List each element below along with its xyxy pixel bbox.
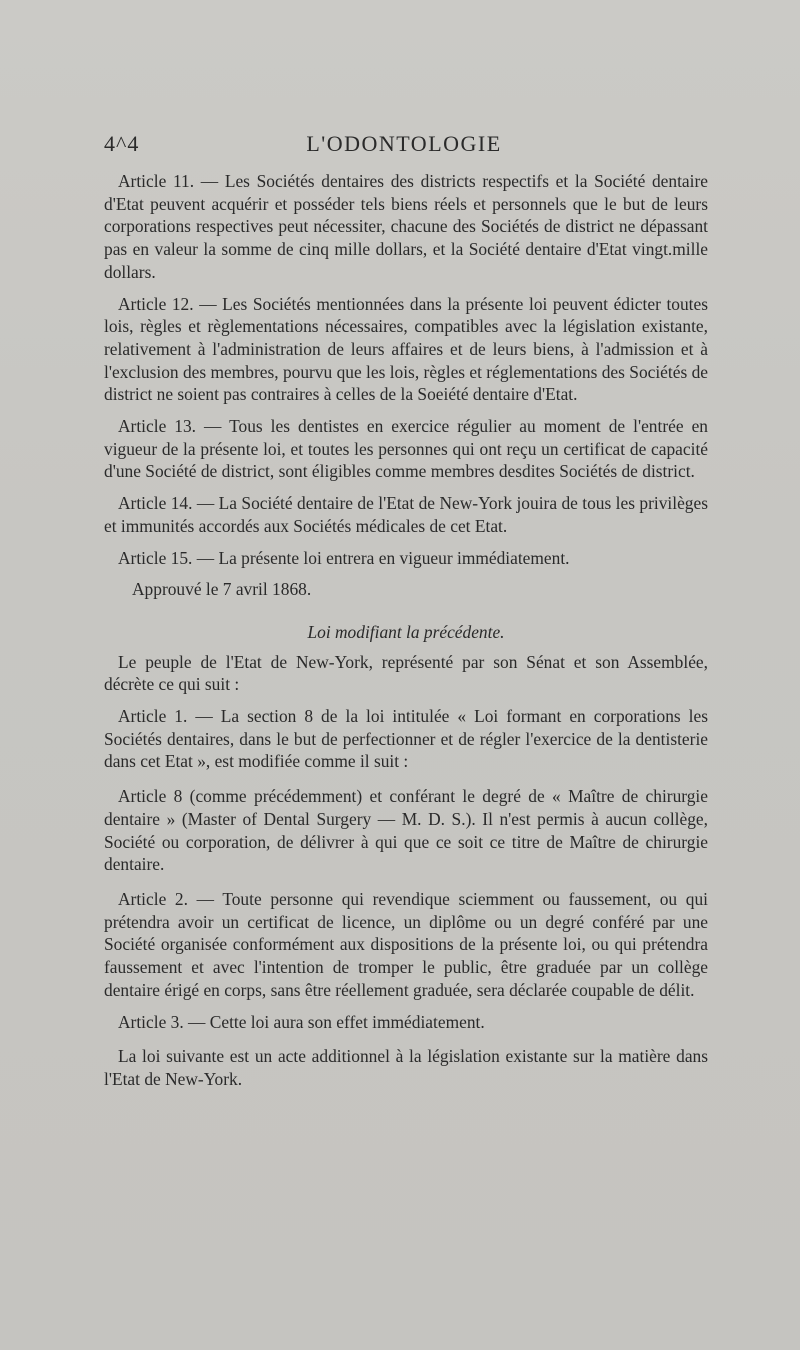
paragraph-article-11: Article 11. — Les Sociétés dentaires des districts respectifs et la Société dentaire d'Etat peuvent acquérir et posséder tels biens réels et personnels que le but de leurs corporations respectives peut nécessiter, chacune des Sociétés de district ne dépassant pas en valeur la somme de cinq mille dollars, et la Société dentaire d'Etat vingt.mille dollars. — [104, 171, 708, 282]
body-text — [104, 170, 708, 1100]
paragraph-amend-article-8: Article 8 (comme précédemment) et conférant le degré de « Maître de chirurgie dentaire » (Master of Dental Surgery — M. D. S.). Il n'est permis à aucun collège, Société ou corporation, de délivrer à qui que ce soit ce titre de Maître de chirurgie dentaire. — [104, 786, 708, 875]
page-header — [104, 131, 704, 161]
approval-date: Approuvé le 7 avril 1868. — [132, 579, 312, 600]
section-title: Loi modifiant la précédente. — [307, 621, 505, 642]
paragraph-article-13: Article 13. — Tous les dentistes en exercice régulier au moment de l'entrée en vigueur de la présente loi, et toutes les personnes qui ont reçu un certificat de capacité d'une Société de district, sont éligibles comme membres desdites Sociétés de district. — [104, 416, 708, 482]
paragraph-closing: La loi suivante est un acte additionnel à la législation existante sur la matière dans l'Etat de New-York. — [104, 1046, 708, 1089]
paragraph-amend-article-1: Article 1. — La section 8 de la loi intitulée « Loi formant en corporations les Sociétés dentaires, dans le but de perfectionner et de régler l'exercice de la dentisterie dans cet Etat », est modifiée comme il suit : — [104, 706, 708, 772]
paragraph-amend-article-3: Article 3. — Cette loi aura son effet immédiatement. — [118, 1011, 485, 1032]
running-title: L'ODONTOLOGIE — [306, 131, 502, 156]
paragraph-article-15: Article 15. — La présente loi entrera en vigueur immédiatement. — [118, 547, 570, 568]
page-number: 4^4 — [104, 131, 140, 156]
paragraph-article-14: Article 14. — La Société dentaire de l'Etat de New-York jouira de tous les privilèges et immunités accordés aux Sociétés médicales de cet Etat. — [104, 493, 708, 536]
paragraph-amend-article-2: Article 2. — Toute personne qui revendique sciemment ou faussement, ou qui prétendra avoir un certificat de licence, un diplôme ou un degré conféré par une Société organisée conformément aux dispositions de la présente loi, ou qui prétendra faussement et avec l'intention de tromper le public, être graduée par un collège dentaire érigé en corps, sans être réellement graduée, sera déclarée coupable de délit. — [104, 888, 708, 1000]
paragraph-article-12: Article 12. — Les Sociétés mentionnées dans la présente loi peuvent édicter toutes lois, règles et règlementations nécessaires, compatibles avec la législation existante, relativement à l'administration de leurs affaires et de leurs biens, à l'admission et à l'exclusion des membres, pourvu que les lois, règles et réglementations des Sociétés de district ne soient pas contraires à celles de la Soeiété dentaire d'Etat. — [104, 293, 708, 405]
paragraph-preamble: Le peuple de l'Etat de New-York, représenté par son Sénat et son Assemblée, décrète ce qui suit : — [104, 651, 708, 695]
